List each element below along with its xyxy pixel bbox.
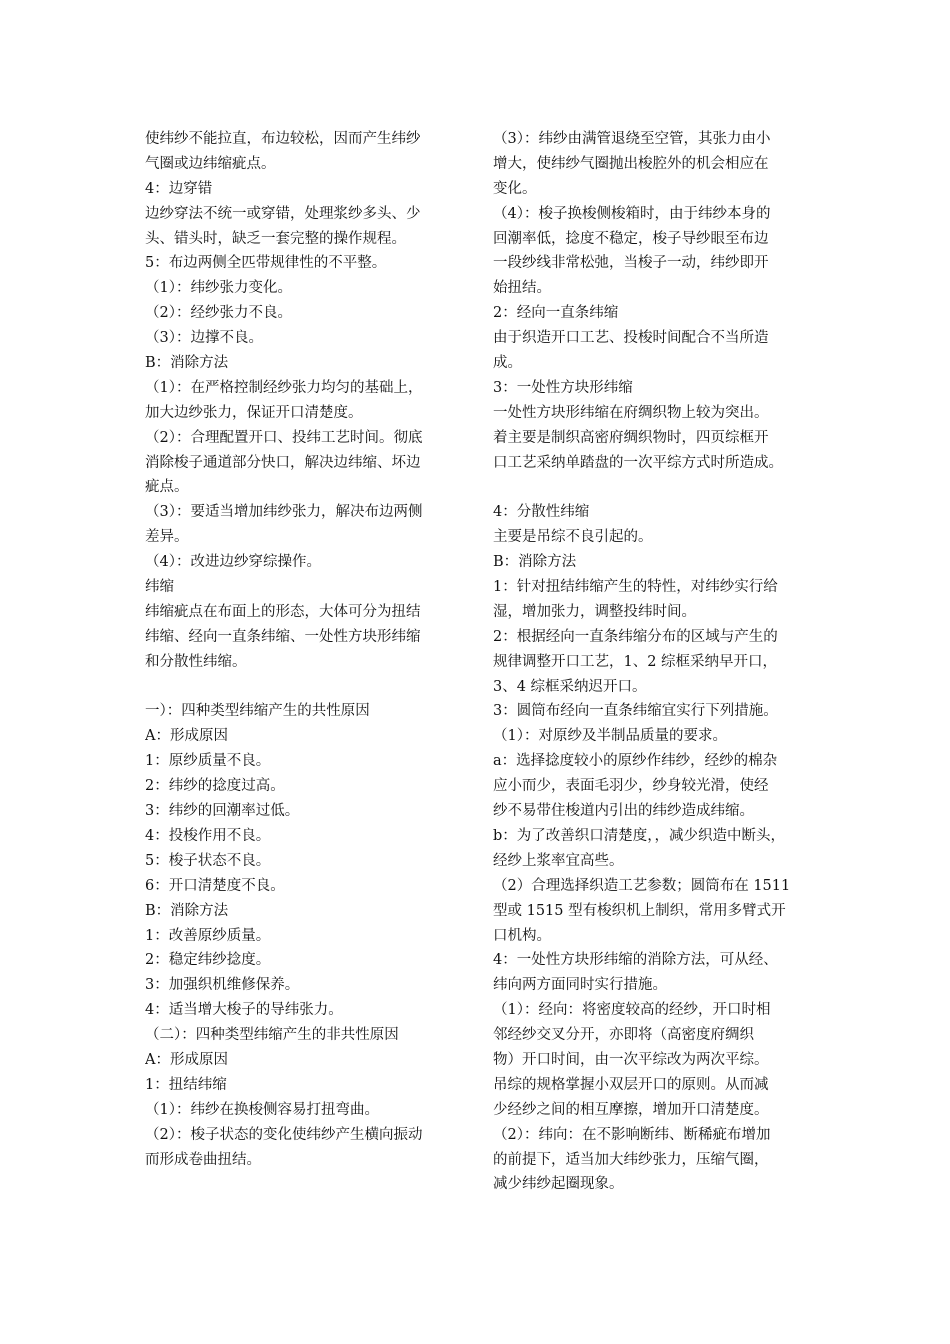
text-line: 减少纬纱起圈现象。 [493, 1176, 624, 1193]
text-line: （3）：要适当增加纬纱张力，解决布边两侧 [145, 504, 423, 521]
text-line: 吊综的规格掌握小双层开口的原则。从而减 [493, 1076, 769, 1093]
text-line: a：选择捻度较小的原纱作纬纱，经纱的棉杂 [493, 753, 778, 770]
text-line: 规律调整开口工艺，1、2 综框采纳早开口， [493, 653, 778, 670]
text-line: 4：适当增大梭子的导纬张力。 [145, 1002, 343, 1019]
text-line: 5：布边两侧全匹带规律性的不平整。 [145, 255, 387, 272]
text-line: 加大边纱张力，保证开口清楚度。 [145, 404, 363, 421]
text-line: 疵点。 [145, 479, 189, 496]
text-line: （2）：梭子状态的变化使纬纱产生横向振动 [145, 1126, 423, 1143]
text-line: 气圈或边纬缩疵点。 [145, 155, 276, 172]
text-line: 5：梭子状态不良。 [145, 852, 271, 869]
text-line: 增大，使纬纱气圈抛出梭腔外的机会相应在 [493, 155, 769, 172]
text-line: 4：分散性纬缩 [493, 504, 590, 521]
text-line: （1）：经向：将密度较高的经纱，开口时相 [493, 1002, 771, 1019]
text-line: （4）：改进边纱穿综操作。 [145, 554, 321, 571]
text-line: 的前提下，适当加大纬纱张力，压缩气圈， [493, 1151, 769, 1168]
text-line: （4）：梭子换梭侧梭箱时，由于纬纱本身的 [493, 205, 771, 222]
text-line: （3）：纬纱由满管退绕至空管，其张力由小 [493, 131, 771, 147]
text-line [493, 475, 813, 500]
left-text-column [145, 127, 470, 1172]
text-line: B：消除方法 [145, 355, 229, 372]
text-line: 型或 1515 型有梭织机上制织，常用多臂式开 [493, 902, 786, 919]
text-line: 口机构。 [493, 927, 551, 944]
text-line: 而形成卷曲扭结。 [145, 1151, 261, 1168]
text-line: （1）：在严格控制经纱张力均匀的基础上， [145, 379, 423, 396]
text-line: 1：针对扭结纬缩产生的特性，对纬纱实行给 [493, 579, 778, 596]
text-line: （2）：经纱张力不良。 [145, 305, 292, 322]
text-line: 少经纱之间的相互摩擦，增加开口清楚度。 [493, 1101, 769, 1118]
text-line: 变化。 [493, 180, 537, 197]
text-line: 4：一处性方块形纬缩的消除方法，可从经、 [493, 952, 778, 969]
text-line: 1：扭结纬缩 [145, 1076, 227, 1093]
text-line: 3：纬纱的回潮率过低。 [145, 803, 300, 820]
text-line: b：为了改善织口清楚度，，减少织造中断头， [493, 827, 786, 844]
text-line: 2：稳定纬纱捻度。 [145, 952, 271, 969]
text-line: 3、4 综框采纳迟开口。 [493, 678, 647, 695]
text-line: 3：圆筒布经向一直条纬缩宜实行下列措施。 [493, 703, 778, 720]
text-line: 1：原纱质量不良。 [145, 753, 271, 770]
text-line: 一段纱线非常松弛，当梭子一动，纬纱即开 [493, 255, 769, 272]
text-line: 口工艺采纳单踏盘的一次平综方式时所造成。 [493, 454, 783, 471]
text-line: 回潮率低，捻度不稳定，梭子导纱眼至布边 [493, 230, 769, 247]
text-line: 和分散性纬缩。 [145, 653, 247, 670]
text-line: （1）：纬纱在换梭侧容易打扭弯曲。 [145, 1101, 379, 1118]
text-line: 一处性方块形纬缩在府绸织物上较为突出。 [493, 404, 769, 421]
text-line: B：消除方法 [145, 902, 229, 919]
text-line: 成。 [493, 355, 522, 372]
text-line: 纬缩、经向一直条纬缩、一处性方块形纬缩 [145, 628, 421, 645]
text-line: 2：根据经向一直条纬缩分布的区域与产生的 [493, 628, 778, 645]
text-line: 一）：四种类型纬缩产生的共性原因 [145, 703, 370, 720]
text-line: 由于织造开口工艺、投梭时间配合不当所造 [493, 330, 769, 347]
text-line: 主要是吊综不良引起的。 [493, 529, 653, 546]
text-line: 消除梭子通道部分快口，解决边纬缩、坏边 [145, 454, 421, 471]
text-line: 头、错头时，缺乏一套完整的操作规程。 [145, 230, 406, 247]
text-line: （2）：合理配置开口、投纬工艺时间。彻底 [145, 429, 423, 446]
text-line: （2）合理选择织造工艺参数；圆筒布在 1511 [493, 877, 791, 894]
text-line: 纬缩疵点在布面上的形态，大体可分为扭结 [145, 603, 421, 620]
text-line: （1）：纬纱张力变化。 [145, 280, 292, 297]
text-line: 物）开口时间，由一次平综改为两次平综。 [493, 1051, 769, 1068]
text-line [145, 675, 470, 700]
text-line: 纬缩 [145, 579, 174, 596]
text-line: B：消除方法 [493, 554, 577, 571]
text-line: 湿，增加张力，调整投纬时间。 [493, 603, 696, 620]
text-line: 1：改善原纱质量。 [145, 927, 271, 944]
text-line: 3：加强织机维修保养。 [145, 977, 300, 994]
text-line: 着主要是制织高密府绸织物时，四页综框开 [493, 429, 769, 446]
text-line: 2：经向一直条纬缩 [493, 305, 619, 322]
text-line: 6：开口清楚度不良。 [145, 877, 285, 894]
text-line: 4：投梭作用不良。 [145, 827, 271, 844]
text-line: 经纱上浆率宜高些。 [493, 852, 624, 869]
text-line: （2）：纬向：在不影响断纬、断稀疵布增加 [493, 1126, 771, 1143]
text-line: （二）：四种类型纬缩产生的非共性原因 [145, 1027, 399, 1044]
text-line: 纬向两方面同时实行措施。 [493, 977, 667, 994]
text-line: 3：一处性方块形纬缩 [493, 379, 633, 396]
text-line: 4：边穿错 [145, 180, 213, 197]
text-line: 2：纬纱的捻度过高。 [145, 778, 285, 795]
text-line: （1）：对原纱及半制品质量的要求。 [493, 728, 727, 745]
text-line: 始扭结。 [493, 280, 551, 297]
text-line: （3）：边撑不良。 [145, 330, 263, 347]
text-line: 边纱穿法不统一或穿错，处理浆纱多头、少 [145, 205, 421, 222]
text-line: 纱不易带住梭道内引出的纬纱造成纬缩。 [493, 803, 754, 820]
text-line: A：形成原因 [145, 1051, 228, 1068]
text-line: 应小而少，表面毛羽少，纱身较光滑，使经 [493, 778, 769, 795]
text-line: 差异。 [145, 529, 189, 546]
text-line: 使纬纱不能拉直，布边较松，因而产生纬纱 [145, 131, 421, 147]
text-line: A：形成原因 [145, 728, 228, 745]
text-line: 邻经纱交叉分开，亦即将（高密度府绸织 [493, 1027, 754, 1044]
right-text-column [493, 127, 813, 1197]
